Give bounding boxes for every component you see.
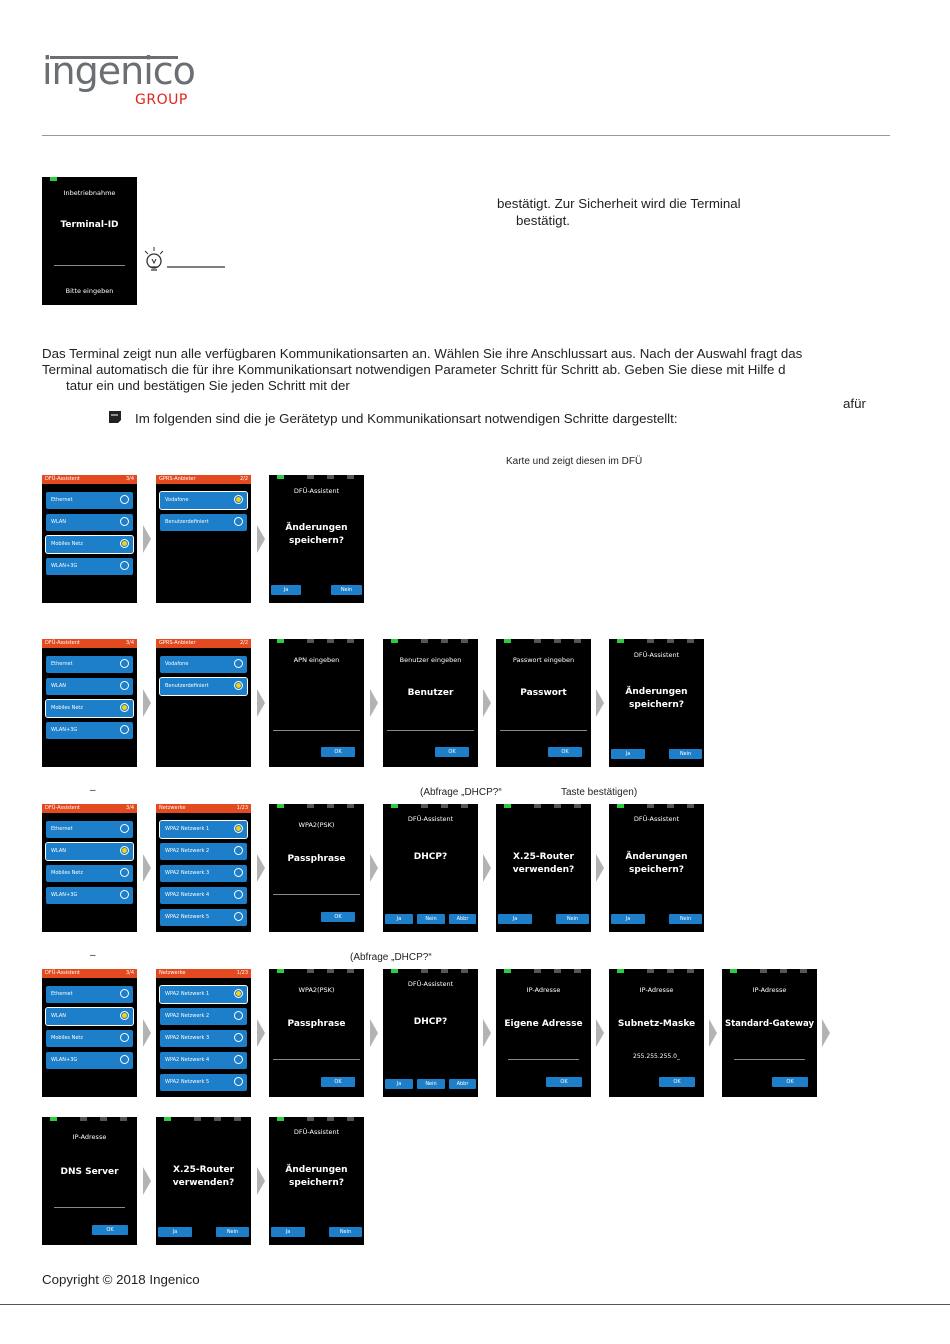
yes-softkey[interactable]: Ja bbox=[611, 749, 645, 759]
passphrase-screen: WPA2(PSK) Passphrase OK bbox=[269, 804, 364, 932]
arrow-icon bbox=[257, 1167, 265, 1195]
arrow-icon bbox=[257, 689, 265, 717]
option-wlan-3g[interactable]: WLAN+3G bbox=[46, 722, 133, 739]
ok-softkey[interactable]: OK bbox=[772, 1077, 808, 1087]
abort-softkey[interactable]: Abbr bbox=[449, 1079, 476, 1089]
option-ethernet[interactable]: Ethernet bbox=[46, 986, 133, 1003]
ok-softkey[interactable]: OK bbox=[435, 747, 469, 757]
arrow-icon bbox=[483, 1019, 491, 1047]
no-softkey[interactable]: Nein bbox=[417, 914, 445, 924]
save-screen: DFÜ-Assistent Änderungen speichern? Ja Nein bbox=[269, 475, 364, 603]
ok-softkey[interactable]: OK bbox=[92, 1225, 128, 1235]
option-custom[interactable]: Benutzerdefiniert bbox=[160, 514, 247, 531]
terminal-id-label: Terminal-ID bbox=[60, 220, 119, 230]
option-wlan[interactable]: WLAN bbox=[46, 1008, 133, 1025]
ok-softkey[interactable]: OK bbox=[546, 1077, 582, 1087]
option-wlan-3g[interactable]: WLAN+3G bbox=[46, 887, 133, 904]
save-screen: DFÜ-Assistent Änderungen speichern? Ja Nein bbox=[609, 804, 704, 932]
arrow-icon bbox=[709, 1019, 717, 1047]
dns-screen: IP-Adresse DNS Server OK bbox=[42, 1117, 137, 1245]
option-wlan-3g[interactable]: WLAN+3G bbox=[46, 1052, 133, 1069]
note-icon bbox=[107, 410, 123, 424]
option-network-1[interactable]: WPA2 Netzwerk 1 bbox=[160, 986, 247, 1003]
arrow-icon bbox=[370, 689, 378, 717]
header-divider bbox=[42, 135, 890, 136]
comm-menu-screen: DFÜ-Assistent 3/4 Ethernet WLAN Mobiles Netz WLAN+3G bbox=[42, 804, 137, 932]
option-network-5[interactable]: WPA2 Netzwerk 5 bbox=[160, 909, 247, 926]
option-network-2[interactable]: WPA2 Netzwerk 2 bbox=[160, 843, 247, 860]
option-wlan[interactable]: WLAN bbox=[46, 843, 133, 860]
arrow-icon bbox=[596, 854, 604, 882]
yes-softkey[interactable]: Ja bbox=[498, 914, 532, 924]
no-softkey[interactable]: Nein bbox=[329, 1227, 362, 1237]
abort-softkey[interactable]: Abbr bbox=[449, 914, 476, 924]
option-vodafone[interactable]: Vodafone bbox=[160, 492, 247, 509]
option-wlan[interactable]: WLAN bbox=[46, 514, 133, 531]
wlan-menu-screen: Netzwerke 1/23 WPA2 Netzwerk 1 WPA2 Netzwerk 2 WPA2 Netzwerk 3 WPA2 Netzwerk 4 WPA2 Netzwerk 5 bbox=[156, 969, 251, 1097]
ok-softkey[interactable]: OK bbox=[321, 747, 355, 757]
lightbulb-icon bbox=[143, 246, 228, 276]
option-wlan-3g[interactable]: WLAN+3G bbox=[46, 558, 133, 575]
footer-divider bbox=[0, 1304, 950, 1305]
apn-menu-screen: GPRS-Anbieter 2/2 Vodafone Benutzerdefiniert bbox=[156, 475, 251, 603]
option-ethernet[interactable]: Ethernet bbox=[46, 492, 133, 509]
option-mobile[interactable]: Mobiles Netz bbox=[46, 700, 133, 717]
option-wlan[interactable]: WLAN bbox=[46, 678, 133, 695]
arrow-icon bbox=[257, 854, 265, 882]
no-softkey[interactable]: Nein bbox=[331, 585, 362, 595]
apn-menu-screen: GPRS-Anbieter 2/2 Vodafone Benutzerdefiniert bbox=[156, 639, 251, 767]
no-softkey[interactable]: Nein bbox=[669, 914, 702, 924]
comm-menu-screen: DFÜ-Assistent 3/4 Ethernet WLAN Mobiles Netz WLAN+3G bbox=[42, 639, 137, 767]
arrow-icon bbox=[596, 689, 604, 717]
yes-softkey[interactable]: Ja bbox=[158, 1227, 192, 1237]
arrow-icon bbox=[143, 1167, 151, 1195]
arrow-icon bbox=[143, 1019, 151, 1047]
option-network-1[interactable]: WPA2 Netzwerk 1 bbox=[160, 821, 247, 838]
yes-softkey[interactable]: Ja bbox=[271, 585, 301, 595]
option-ethernet[interactable]: Ethernet bbox=[46, 821, 133, 838]
gateway-screen: IP-Adresse Standard-Gateway OK bbox=[722, 969, 817, 1097]
no-softkey[interactable]: Nein bbox=[556, 914, 589, 924]
option-mobile[interactable]: Mobiles Netz bbox=[46, 1030, 133, 1047]
option-network-3[interactable]: WPA2 Netzwerk 3 bbox=[160, 1030, 247, 1047]
dhcp-screen: DFÜ-Assistent DHCP? Ja Nein Abbr bbox=[383, 804, 478, 932]
arrow-icon bbox=[370, 1019, 378, 1047]
comm-menu-screen: DFÜ-Assistent 3/4 Ethernet WLAN Mobiles Netz WLAN+3G bbox=[42, 969, 137, 1097]
option-custom[interactable]: Benutzerdefiniert bbox=[160, 678, 247, 695]
password-input-screen: Passwort eingeben Passwort OK bbox=[496, 639, 591, 767]
arrow-icon bbox=[143, 854, 151, 882]
wlan-menu-screen: Netzwerke 1/23 WPA2 Netzwerk 1 WPA2 Netzwerk 2 WPA2 Netzwerk 3 WPA2 Netzwerk 4 WPA2 Netzwerk 5 bbox=[156, 804, 251, 932]
apn-input-screen: APN eingeben OK bbox=[269, 639, 364, 767]
x25-screen: X.25-Router verwenden? Ja Nein bbox=[156, 1117, 251, 1245]
ok-softkey[interactable]: OK bbox=[548, 747, 582, 757]
option-mobile[interactable]: Mobiles Netz bbox=[46, 536, 133, 553]
ok-softkey[interactable]: OK bbox=[321, 912, 355, 922]
yes-softkey[interactable]: Ja bbox=[385, 1079, 413, 1089]
option-network-2[interactable]: WPA2 Netzwerk 2 bbox=[160, 1008, 247, 1025]
logo-group: GROUP bbox=[135, 92, 188, 108]
option-vodafone[interactable]: Vodafone bbox=[160, 656, 247, 673]
yes-softkey[interactable]: Ja bbox=[611, 914, 645, 924]
terminal-id-screen: Inbetriebnahme Terminal-ID Bitte eingeben bbox=[42, 177, 137, 305]
own-address-screen: IP-Adresse Eigene Adresse OK bbox=[496, 969, 591, 1097]
x25-screen: X.25-Router verwenden? Ja Nein bbox=[496, 804, 591, 932]
yes-softkey[interactable]: Ja bbox=[385, 914, 413, 924]
arrow-icon bbox=[822, 1019, 830, 1047]
arrow-icon bbox=[483, 854, 491, 882]
save-screen: DFÜ-Assistent Änderungen speichern? Ja Nein bbox=[609, 639, 704, 767]
option-ethernet[interactable]: Ethernet bbox=[46, 656, 133, 673]
arrow-icon bbox=[483, 689, 491, 717]
logo-wordmark: ingenico bbox=[42, 49, 195, 93]
ok-softkey[interactable]: OK bbox=[659, 1077, 695, 1087]
option-network-3[interactable]: WPA2 Netzwerk 3 bbox=[160, 865, 247, 882]
option-network-5[interactable]: WPA2 Netzwerk 5 bbox=[160, 1074, 247, 1091]
no-softkey[interactable]: Nein bbox=[216, 1227, 249, 1237]
passphrase-screen: WPA2(PSK) Passphrase OK bbox=[269, 969, 364, 1097]
option-network-4[interactable]: WPA2 Netzwerk 4 bbox=[160, 887, 247, 904]
no-softkey[interactable]: Nein bbox=[669, 749, 702, 759]
arrow-icon bbox=[370, 854, 378, 882]
arrow-icon bbox=[257, 525, 265, 553]
arrow-icon bbox=[596, 1019, 604, 1047]
dhcp-screen: DFÜ-Assistent DHCP? Ja Nein Abbr bbox=[383, 969, 478, 1097]
ok-softkey[interactable]: OK bbox=[321, 1077, 355, 1087]
save-screen: DFÜ-Assistent Änderungen speichern? Ja Nein bbox=[269, 1117, 364, 1245]
copyright: Copyright © 2018 Ingenico bbox=[42, 1272, 200, 1287]
user-input-screen: Benutzer eingeben Benutzer OK bbox=[383, 639, 478, 767]
comm-menu-screen: DFÜ-Assistent 3/4 Ethernet WLAN Mobiles Netz WLAN+3G bbox=[42, 475, 137, 603]
arrow-icon bbox=[143, 525, 151, 553]
option-mobile[interactable]: Mobiles Netz bbox=[46, 865, 133, 882]
yes-softkey[interactable]: Ja bbox=[271, 1227, 305, 1237]
option-network-4[interactable]: WPA2 Netzwerk 4 bbox=[160, 1052, 247, 1069]
arrow-icon bbox=[257, 1019, 265, 1047]
subnet-mask-screen: IP-Adresse Subnetz-Maske 255.255.255.0_ OK bbox=[609, 969, 704, 1097]
arrow-icon bbox=[143, 689, 151, 717]
no-softkey[interactable]: Nein bbox=[417, 1079, 445, 1089]
